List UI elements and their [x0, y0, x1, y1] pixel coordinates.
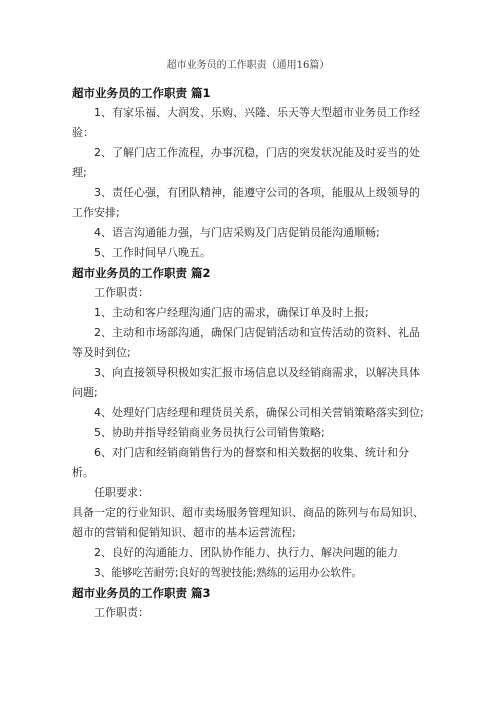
section-heading: 超市业务员的工作职责 篇2: [72, 266, 211, 280]
paragraph: 1、有家乐福、大润发、乐购、兴隆、乐天等大型超市业务员工作经验：: [72, 106, 420, 139]
paragraph: 4、语言沟通能力强，与门店采购及门店促销员能沟通顺畅;: [94, 226, 380, 239]
paragraph: 任职要求：: [94, 486, 149, 499]
paragraph: 2、主动和市场部沟通，确保门店促销活动和宣传活动的资料、礼品等及时到位;: [72, 326, 420, 359]
document-body: [72, 83, 424, 623]
section-heading: 超市业务员的工作职责 篇3: [72, 586, 211, 600]
paragraph: 工作职责：: [94, 606, 149, 619]
paragraph: 3、责任心强，有团队精神，能遵守公司的各项，能服从上级领导的工作安排;: [72, 186, 420, 219]
paragraph: 3、向直接领导积极如实汇报市场信息以及经销商需求，以解决具体问题;: [72, 366, 420, 399]
paragraph: 5、协助并指导经销商业务员执行公司销售策略;: [94, 426, 325, 439]
paragraph: 3、能够吃苦耐劳;良好的驾驶技能;熟练的运用办公软件。: [94, 567, 363, 579]
paragraph: 具备一定的行业知识、超市卖场服务管理知识、商品的陈列与布局知识、超市的营销和促销知识、超市的基本运营流程;: [72, 506, 424, 539]
paragraph: 工作职责：: [94, 286, 149, 299]
paragraph: 1、主动和客户经理沟通门店的需求，确保订单及时上报;: [94, 306, 369, 319]
paragraph: 4、处理好门店经理和理货员关系，确保公司相关营销策略落实到位;: [94, 406, 424, 419]
section-heading: 超市业务员的工作职责 篇1: [72, 86, 211, 100]
paragraph: 2、良好的沟通能力、团队协作能力、执行力、解决问题的能力: [94, 546, 398, 559]
paragraph: 6、对门店和经销商销售行为的督察和相关数据的收集、统计和分析。: [72, 446, 409, 479]
document-title: 超市业务员的工作职责（通用16篇）: [166, 60, 330, 71]
paragraph: 2、了解门店工作流程，办事沉稳，门店的突发状况能及时妥当的处理;: [72, 146, 420, 179]
paragraph: 5、工作时间早八晚五。: [94, 246, 211, 259]
